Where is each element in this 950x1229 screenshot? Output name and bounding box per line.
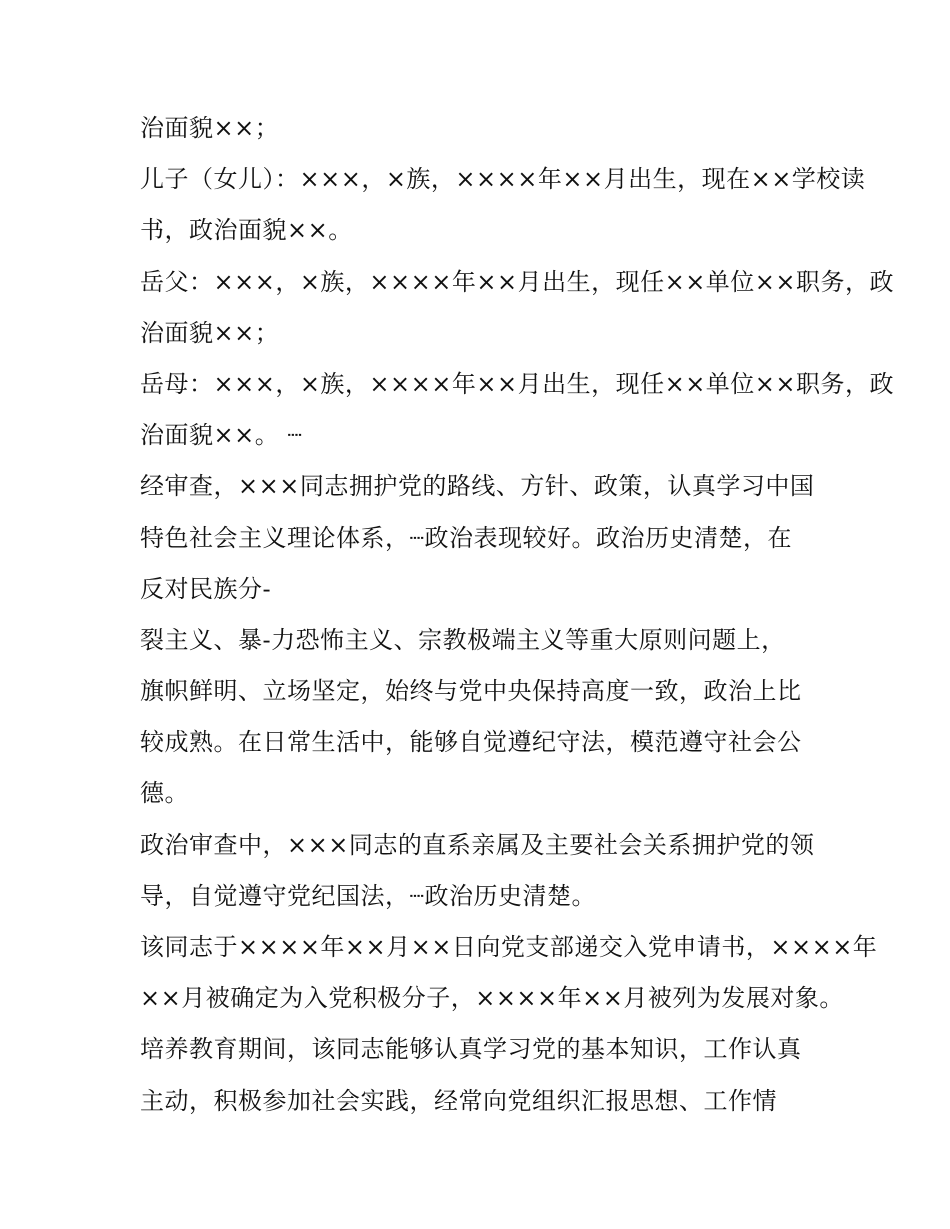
text-line: 经审查，×××同志拥护党的路线、方针、政策，认真学习中国 [140,472,815,501]
text-line: 裂主义、暴-力恐怖主义、宗教极端主义等重大原则问题上， [140,625,786,654]
text-line: 导，自觉遵守党纪国法，┈政治历史清楚。 [140,881,596,910]
text-line: 书，政治面貌××。 [140,216,353,245]
text-line: 治面貌××； [140,318,280,347]
text-line: 主动，积极参加社会实践，经常向党组织汇报思想、工作情 [140,1086,777,1115]
text-line: 培养教育期间，该同志能够认真学习党的基本知识，工作认真 [140,1035,802,1064]
text-line: 岳父：×××，×族，××××年××月出生，现任××单位××职务，政 [140,267,895,296]
text-line: 该同志于××××年××月××日向党支部递交入党申请书，××××年 [140,933,878,961]
text-line: 较成熟。在日常生活中，能够自觉遵纪守法，模范遵守社会公 [140,728,802,757]
text-line: ××月被确定为入党积极分子，××××年××月被列为发展对象。 [140,984,844,1013]
text-line: 特色社会主义理论体系，┈政治表现较好。政治历史清楚，在 [140,523,792,552]
text-line: 治面貌××。 ┈ [140,421,303,450]
text-line: 反对民族分- [140,574,272,603]
text-line: 治面貌××； [140,114,280,142]
text-line: 政治审查中，×××同志的直系亲属及主要社会关系拥护党的领 [140,830,815,859]
text-line: 岳母：×××，×族，××××年××月出生，现任××单位××职务，政 [140,369,895,398]
text-line: 旗帜鲜明、立场坚定，始终与党中央保持高度一致，政治上比 [140,677,802,706]
text-line: 德。 [140,779,189,808]
document-body [140,103,895,1127]
text-line: 儿子（女儿）：×××，×族，××××年××月出生，现在××学校读 [140,165,866,194]
